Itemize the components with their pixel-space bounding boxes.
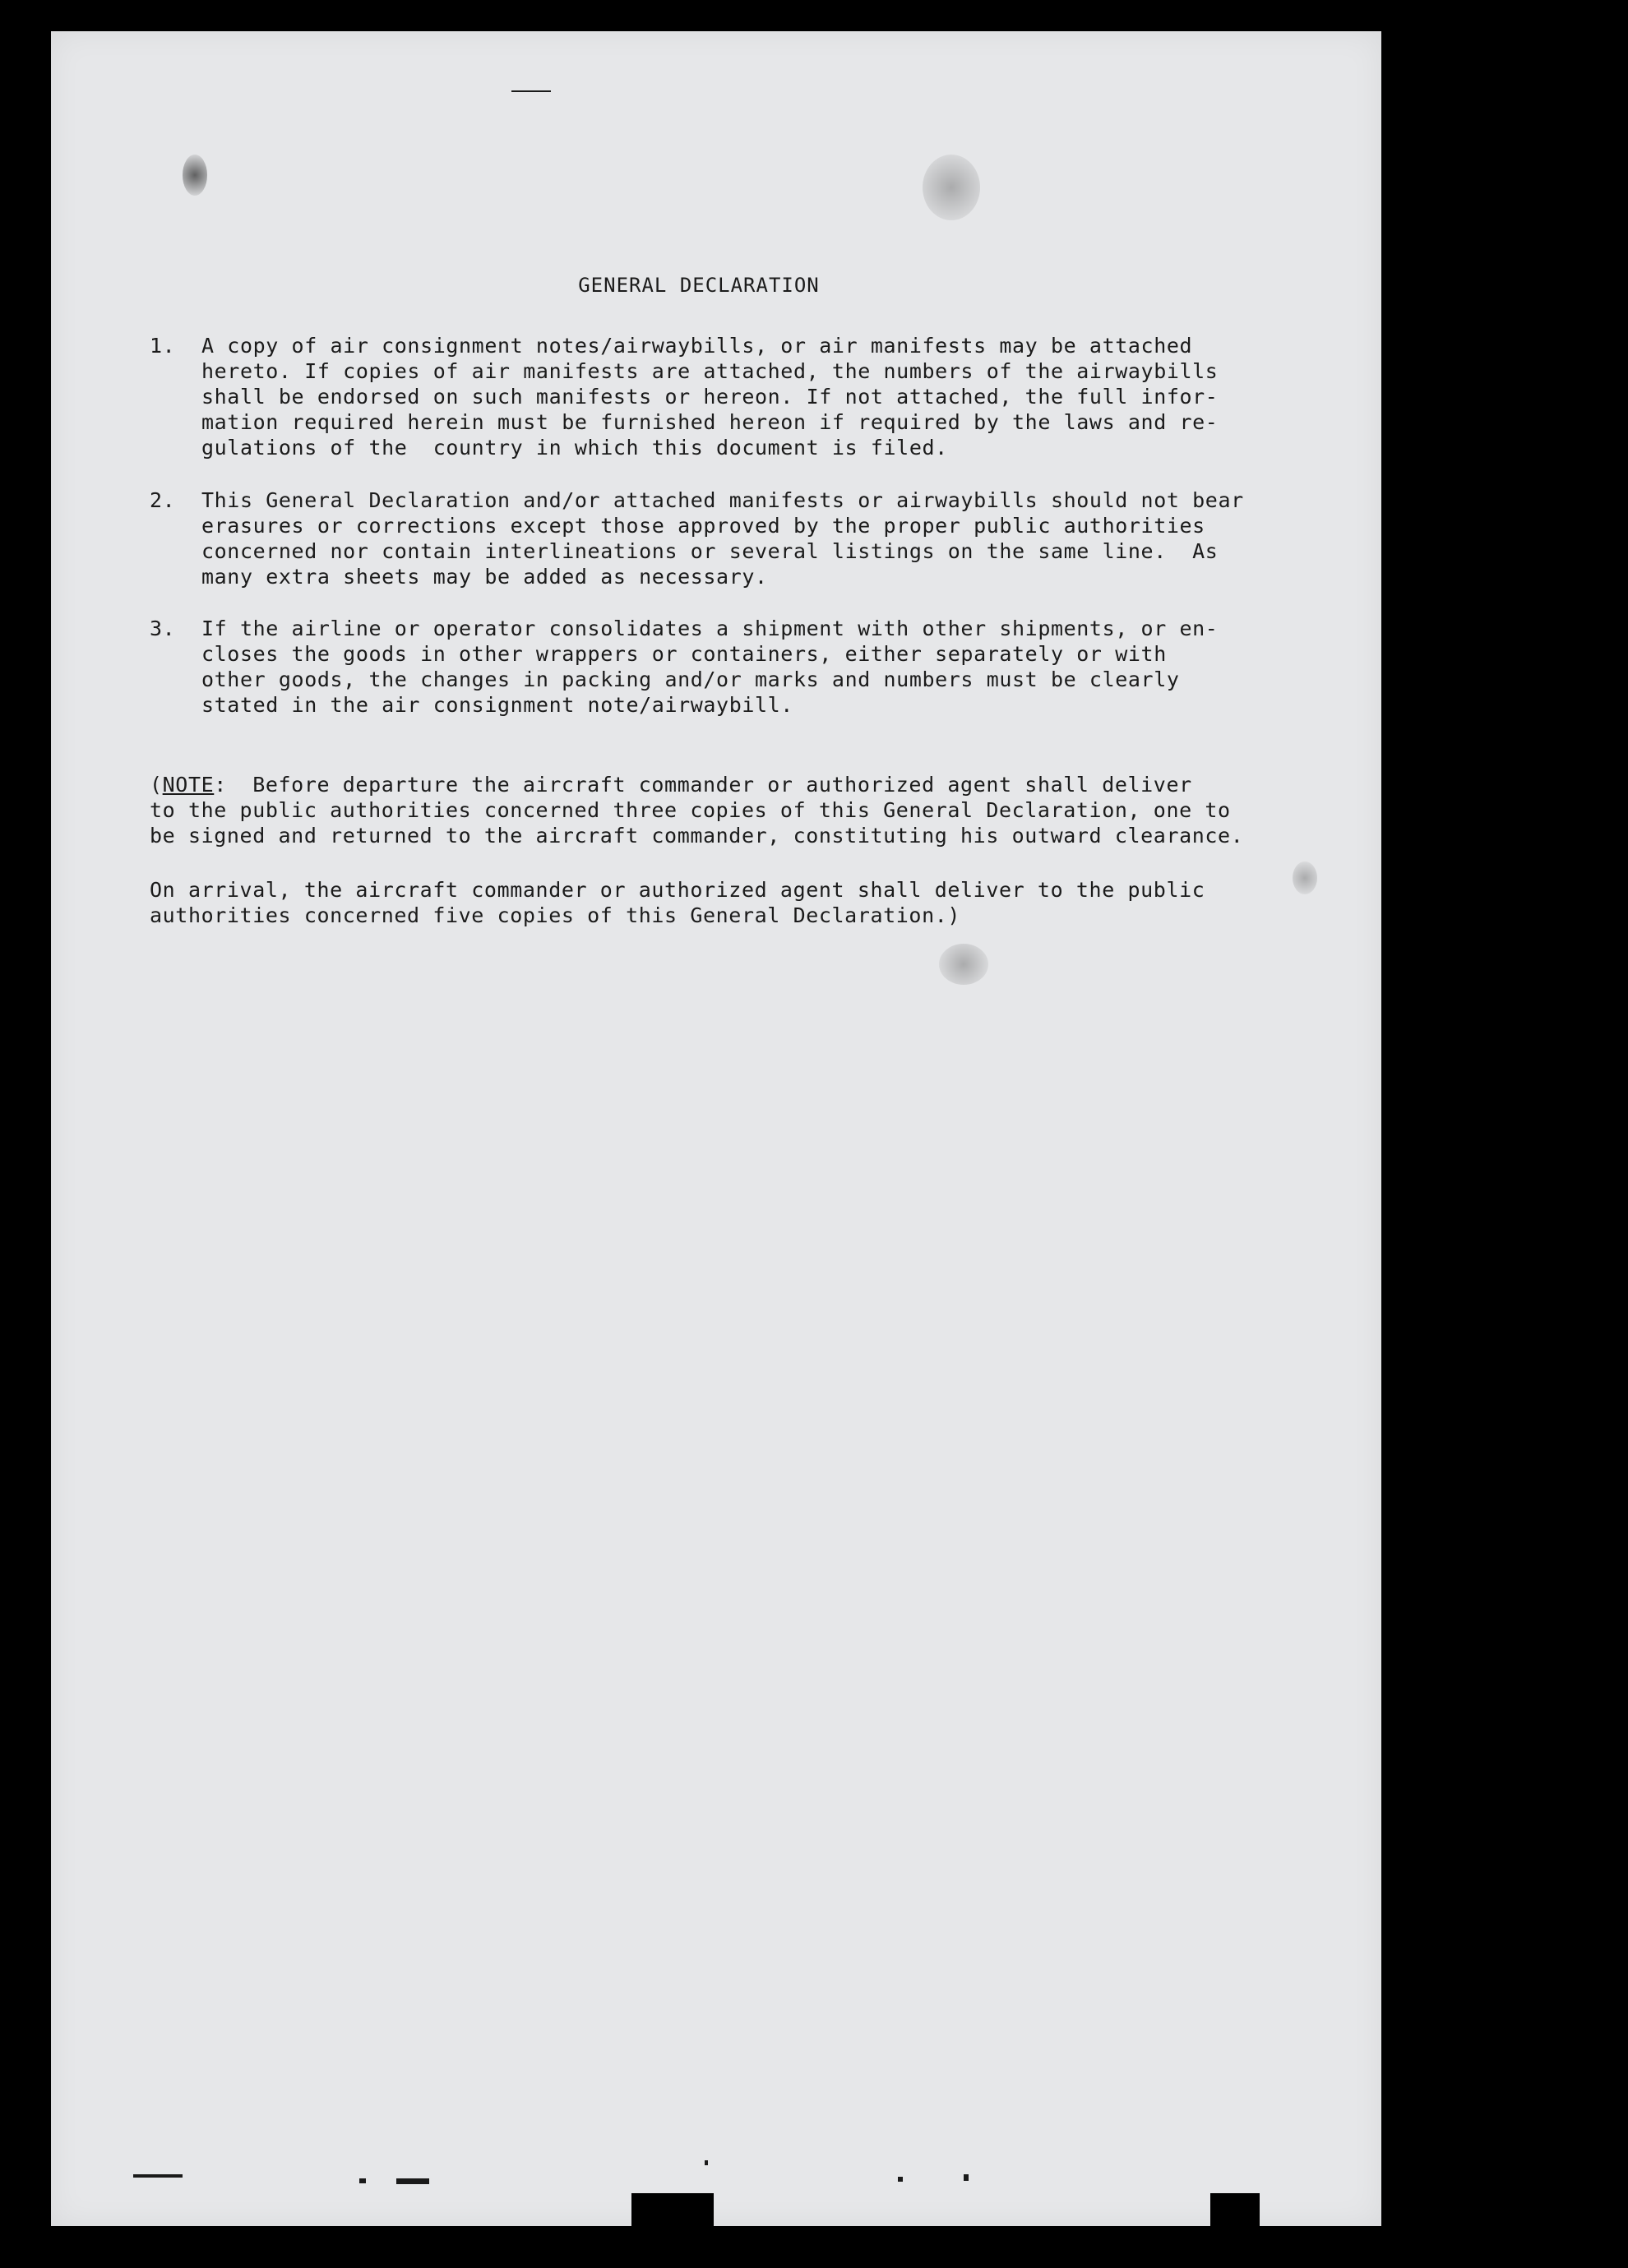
scan-mark — [898, 2177, 903, 2182]
note-open-paren: ( — [150, 773, 163, 797]
item-number: 3. — [150, 617, 176, 640]
scan-smudge — [939, 944, 988, 985]
item-line: concerned nor contain interlineations or several listings on the same line. As — [201, 539, 1219, 563]
scan-mark — [133, 2174, 183, 2178]
arrival-line-2: authorities concerned five copies of this General Declaration.) — [150, 903, 961, 927]
scan-smudge — [1293, 861, 1317, 894]
item-line: mation required herein must be furnished hereon if required by the laws and re- — [201, 410, 1219, 434]
scan-mark — [964, 2174, 969, 2181]
item-line: stated in the air consignment note/airwaybill. — [201, 693, 793, 717]
item-line: erasures or corrections except those approved by the proper public authorities — [201, 514, 1205, 538]
arrival-line-1: On arrival, the aircraft commander or authorized agent shall deliver to the public — [150, 878, 1205, 902]
item-line: gulations of the country in which this document is filed. — [201, 436, 948, 460]
item-line: shall be endorsed on such manifests or hereon. If not attached, the full infor- — [201, 385, 1219, 409]
item-line: If the airline or operator consolidates a shipment with other shipments, or en- — [201, 617, 1219, 640]
scan-mark — [396, 2178, 429, 2184]
item-line: A copy of air consignment notes/airwaybills, or air manifests may be attached — [201, 334, 1193, 358]
scan-mark — [359, 2178, 366, 2183]
item-line: hereto. If copies of air manifests are attached, the numbers of the airwaybills — [201, 359, 1219, 383]
document-page — [51, 31, 1381, 2226]
note-label: NOTE — [162, 773, 215, 797]
note-text: : Before departure the aircraft commander or authorized agent shall deliver — [214, 773, 1192, 797]
item-line: This General Declaration and/or attached manifests or airwaybills should not bear — [201, 488, 1244, 512]
page-title: GENERAL DECLARATION — [578, 274, 820, 297]
item-line: many extra sheets may be added as necessary. — [201, 565, 768, 589]
note-line-3: be signed and returned to the aircraft commander, constituting his outward clearance. — [150, 824, 1244, 848]
binding-tab — [631, 2193, 714, 2226]
scan-smudge — [923, 155, 980, 220]
scan-mark — [511, 90, 551, 92]
item-number: 2. — [150, 488, 176, 512]
note-line-1 — [150, 773, 1192, 797]
item-line: closes the goods in other wrappers or containers, either separately or with — [201, 642, 1167, 666]
scan-smudge — [183, 155, 207, 196]
scan-mark — [705, 2160, 708, 2165]
binding-tab — [1210, 2193, 1260, 2226]
item-number: 1. — [150, 334, 176, 358]
item-line: other goods, the changes in packing and/or marks and numbers must be clearly — [201, 667, 1180, 691]
note-line-2: to the public authorities concerned three copies of this General Declaration, one to — [150, 798, 1231, 822]
